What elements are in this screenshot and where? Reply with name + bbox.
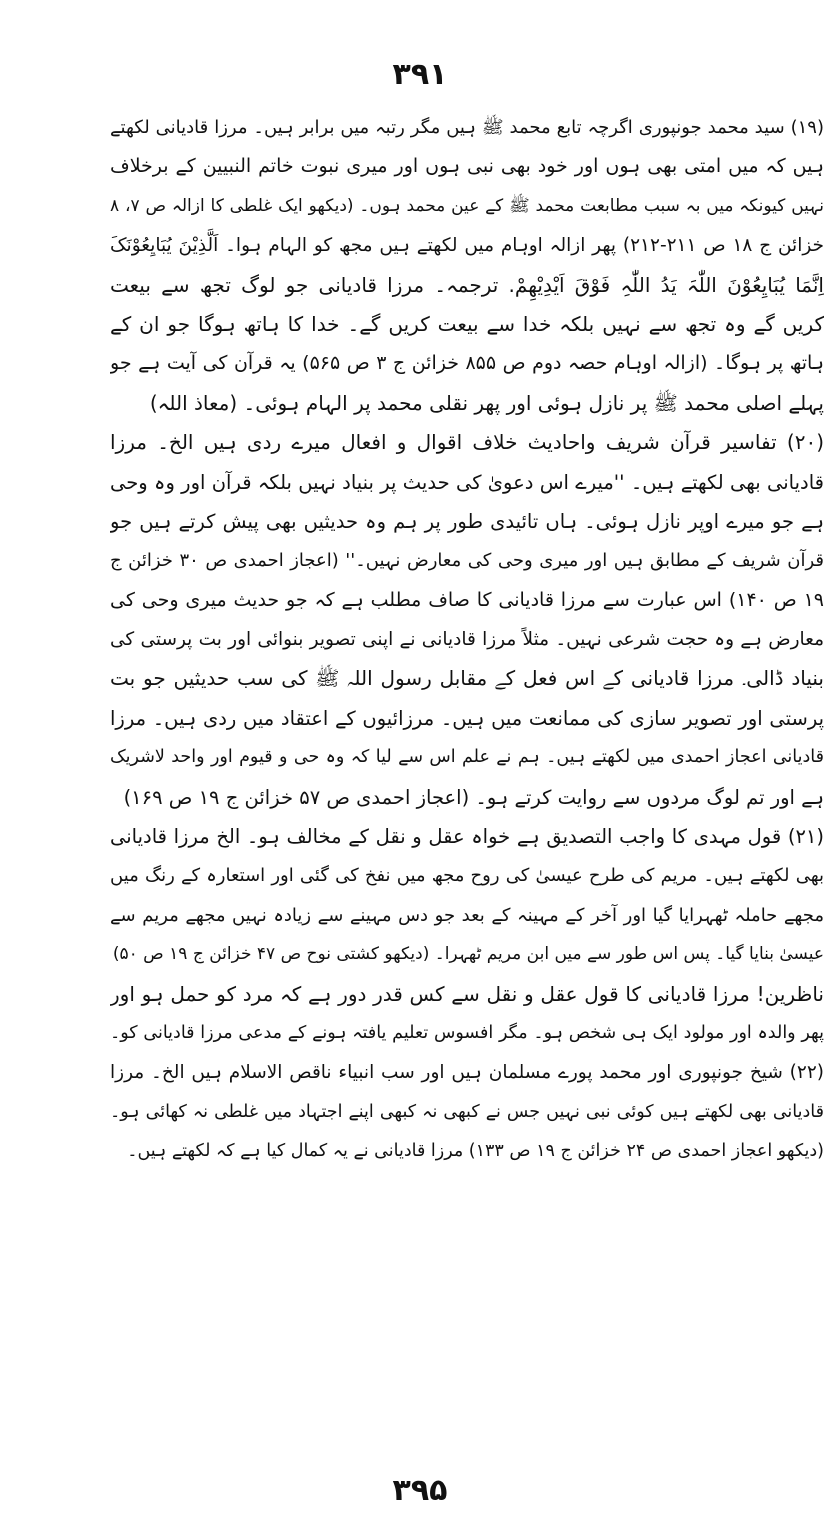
- text-line: (۲۱) قول مہدی کا واجب التصدیق ہے خواہ عقل و نقل کے مخالف ہو۔ الخ مرزا قادیانی: [110, 825, 824, 849]
- text-line: قادیانی بھی لکھتے ہیں کوئی نبی نہیں جس نے کبھی نہ کبھی اپنے اجتہاد میں غلطی نہ کھائی ہو۔: [110, 1101, 824, 1122]
- text-line: ہاتھ پر ہوگا۔ (ازالہ اوہام حصہ دوم ص ۸۵۵ خزائن ج ۳ ص ۵۶۵) یہ قرآن کی آیت ہے جو: [110, 352, 824, 375]
- text-line: خزائن ج ۱۸ ص ۲۱۱-۲۱۲) پھر ازالہ اوہام میں لکھتے ہیں مجھ کو الہام ہوا۔ اَلَّذِیْنَ یُبَایِعُوْنَکَ: [110, 235, 824, 257]
- text-line: مجھے حاملہ ٹھہرایا گیا اور آخر کے مہینہ کے بعد جو دس مہینے سے زیادہ نہیں مجھے مریم سے: [110, 904, 824, 926]
- text-line: عیسیٰ بنایا گیا۔ پس اس طور سے میں ابن مریم ٹھہرا۔ (دیکھو کشتی نوح ص ۴۷ خزائن ج ۱۹ ص ۵۰): [112, 944, 824, 965]
- text-line: قادیانی اعجاز احمدی میں لکھتے ہیں۔ ہم نے علم اس سے لیا کہ وہ حی و قیوم اور واحد لاشریک: [110, 747, 824, 768]
- text-line: ۱۹ ص ۱۴۰) اس عبارت سے مرزا قادیانی کا صاف مطلب ہے کہ جو حدیث میری وحی کی: [110, 588, 824, 611]
- text-line: ہیں کہ میں امتی بھی ہوں اور خود بھی نبی ہوں اور میری نبوت خاتم النبیین کے برخلاف: [110, 155, 824, 178]
- text-line: پہلے اصلی محمد ﷺ پر نازل ہوئی اور پھر نقلی محمد پر الہام ہوئی۔ (معاذ اللہ): [149, 390, 824, 415]
- text-line: بنیاد ڈالی۔ مرزا قادیانی کے اس فعل کے مقابل رسول اللہ ﷺ کی سب حدیثیں جو بت: [110, 666, 824, 691]
- text-line: ہے جو میرے اوپر نازل ہوئی۔ ہاں تائیدی طور پر ہم وہ حدیثیں بھی پیش کرتے ہیں جو: [110, 509, 824, 533]
- text-line: معارض ہے وہ حجت شرعی نہیں۔ مثلاً مرزا قادیانی نے اپنی تصویر بنوائی اور بت پرستی کی: [110, 629, 824, 651]
- body-text: [110, 108, 824, 1172]
- text-line: پرستی اور تصویر سازی کی ممانعت میں ہیں۔ مرزائیوں کے اعتقاد میں ردی ہیں۔ مرزا: [110, 706, 824, 730]
- text-line: قرآن شریف کے مطابق ہیں اور میری وحی کی معارض نہیں۔'' (اعجاز احمدی ص ۳۰ خزائن ج: [110, 550, 824, 572]
- text-line: اِنَّمَا یُبَایِعُوْنَ اللّٰہَ یَدُ اللّٰہِ فَوْقَ اَیْدِیْھِمْ. ترجمہ۔ مرزا قادیانی جو لوگ تجھ سے بیعت: [110, 272, 824, 297]
- text-line: کریں گے وہ تجھ سے نہیں بلکہ خدا سے بیعت کریں گے۔ خدا کا ہاتھ ہوگا جو ان کے: [110, 311, 824, 336]
- text-line: ناظرین! مرزا قادیانی کا قول عقل و نقل سے کس قدر دور ہے کہ مرد کو حمل ہو اور: [110, 981, 824, 1006]
- text-line: پھر والدہ اور مولود ایک ہی شخص ہو۔ مگر افسوس تعلیم یافتہ ہونے کے مدعی مرزا قادیانی کو۔: [110, 1022, 824, 1043]
- text-line: بھی لکھتے ہیں۔ مریم کی طرح عیسیٰ کی روح مجھ میں نفخ کی گئی اور استعارہ کے رنگ میں: [110, 865, 824, 887]
- text-line: (۲۲) شیخ جونپوری اور محمد پورے مسلمان ہیں اور سب انبیاء ناقص الاسلام ہیں الخ۔ مرزا: [110, 1062, 824, 1084]
- text-line: ہے اور تم لوگ مردوں سے روایت کرتے ہو۔ (اعجاز احمدی ص ۵۷ خزائن ج ۱۹ ص ۱۶۹): [123, 785, 824, 809]
- text-line: (۱۹) سید محمد جونپوری اگرچہ تابع محمد ﷺ ہیں مگر رتبہ میں برابر ہیں۔ مرزا قادیانی لکھتے: [110, 117, 824, 138]
- page-number-bottom: ۳۹۵: [392, 1473, 448, 1508]
- text-line: نہیں کیونکہ میں بہ سبب مطابعت محمد ﷺ کے عین محمد ہوں۔ (دیکھو ایک غلطی کا ازالہ ص ۷، ۸: [110, 195, 824, 216]
- page-number-top: ۳۹۱: [392, 57, 448, 92]
- text-line: قادیانی بھی لکھتے ہیں۔ ''میرے اس دعویٰ کی حدیث پر بنیاد نہیں بلکہ قرآن اور وہ وحی: [110, 470, 824, 494]
- text-line: (۲۰) تفاسیر قرآن شریف واحادیث خلاف اقوال و افعال میرے ردی ہیں الخ۔ مرزا: [110, 430, 824, 455]
- text-line: (دیکھو اعجاز احمدی ص ۲۴ خزائن ج ۱۹ ص ۱۳۳) مرزا قادیانی نے یہ کمال کیا ہے کہ لکھتے ہیں۔: [127, 1141, 824, 1162]
